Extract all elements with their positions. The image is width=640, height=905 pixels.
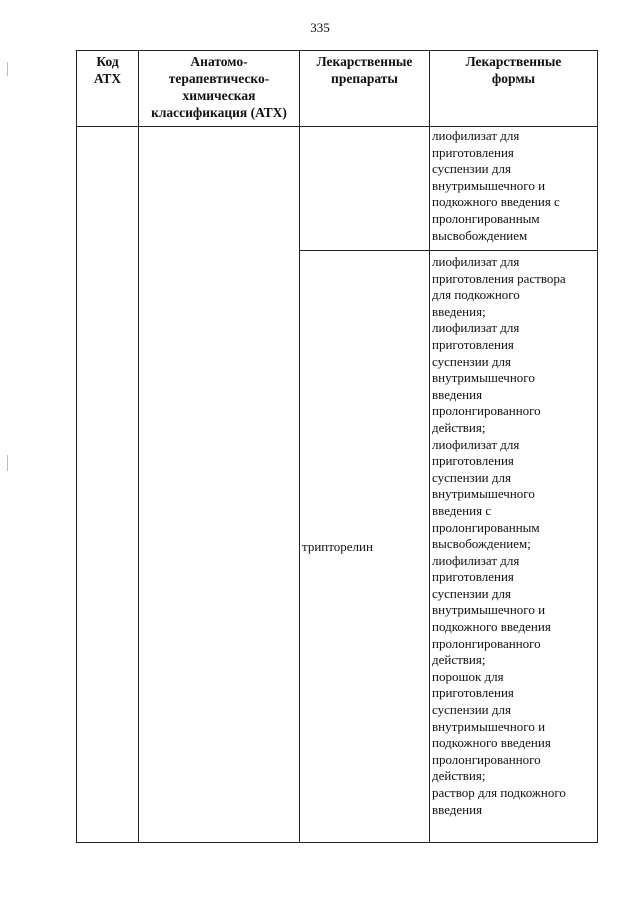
header-divider [77, 126, 597, 127]
header-atx-classification: Анатомо- терапевтическо- химическая классификация (АТХ) [151, 54, 287, 120]
drug-forms-table [76, 50, 598, 843]
column-divider [138, 51, 139, 842]
row-2-drug-name: трипторелин [302, 539, 373, 554]
scan-artifact-mark [7, 62, 8, 76]
row-2-forms: лиофилизат для приготовления раствора для подкожного введения; лиофилизат для приготовления суспензии для внутримышечного введения пролонгированного действия; лиофилизат для приготовления суспензии для внутримышечного введения с пролонгированным высвобождением; лиофилизат для приготовления суспензии для внутримышечного и подкожного введения пролонгированного действия; порошок для приготовления суспензии для внутримышечного и подкожного введения пролонгированного действия; раствор для подкожного введения [432, 254, 566, 817]
header-forms: Лекарственные формы [465, 54, 562, 86]
column-divider [429, 51, 430, 842]
row-divider [299, 250, 597, 251]
header-code-atx: Код АТХ [93, 54, 122, 86]
scan-artifact-mark [7, 455, 8, 471]
header-drugs: Лекарственные препараты [316, 54, 413, 86]
column-divider [299, 51, 300, 842]
row-1-forms: лиофилизат для приготовления суспензии для внутримышечного и подкожного введения с пролонгированным высвобождением [432, 128, 560, 243]
page-number: 335 [310, 20, 330, 35]
